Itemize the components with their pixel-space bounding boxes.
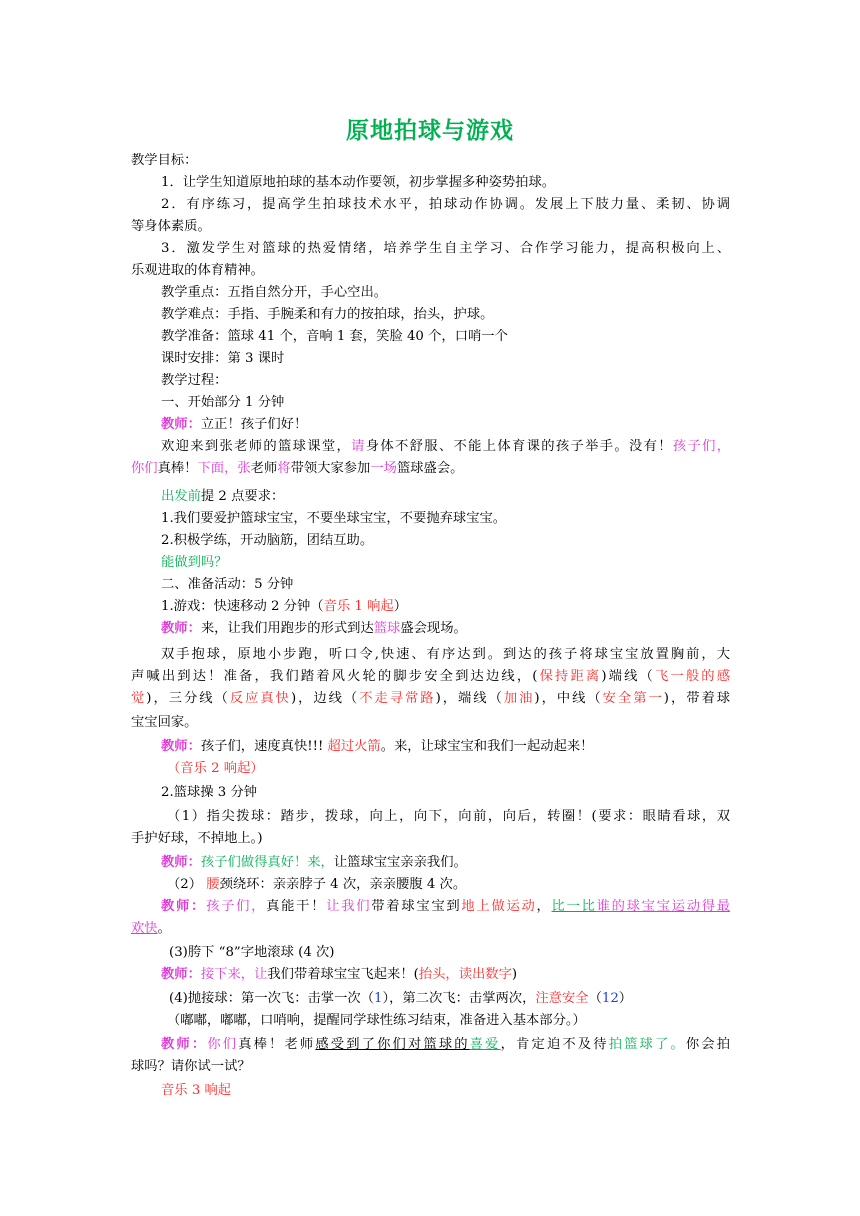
teacher-line-5-cont: 欢快。: [131, 921, 171, 936]
objective-3-cont: 乐观进取的体育精神。: [131, 263, 264, 278]
run-instruction-3: 觉)，三分线（反应真快)，边线（不走寻常路)，端线（加油)，中线（安全第一)，带着球: [131, 691, 731, 706]
welcome-line-cont: 你们真棒！下面，张老师将带领大家参加一场篮球盛会。: [131, 461, 464, 476]
teacher-line-1: 教师：立正！孩子们好！: [161, 417, 308, 432]
game-line: 1.游戏：快速移动 2 分钟（音乐 1 响起）: [161, 599, 407, 614]
teacher-line-2: 教师：来，让我们用跑步的形式到达篮球盛会现场。: [161, 621, 467, 636]
basketball-exercise-heading: 2.篮球操 3 分钟: [161, 785, 258, 800]
process-heading: 教学过程：: [161, 373, 228, 388]
objective-1: 1．让学生知道原地拍球的基本动作要领，初步掌握多种姿势拍球。: [161, 175, 556, 190]
teacher-line-7: 教师：你们真棒！老师感受到了你们对篮球的喜爱，肯定迫不及待拍篮球了。你会拍: [161, 1037, 731, 1052]
exercise-1: （1）指尖拨球：踏步，拨球，向上，向下，向前，向后，转圈！(要求：眼睛看球，双: [167, 809, 730, 824]
exercise-1-cont: 手护好球，不掉地上。): [131, 831, 263, 846]
teacher-line-3: 教师：孩子们，速度真快!!! 超过火箭。来，让球宝宝和我们一起动起来！: [161, 739, 594, 754]
run-instruction-4: 宝宝回家。: [131, 715, 198, 730]
can-do-question: 能做到吗？: [161, 555, 228, 570]
section-1-heading: 一、开始部分 1 分钟: [161, 395, 285, 410]
requirement-1: 1.我们要爱护篮球宝宝，不要坐球宝宝，不要抛弃球宝宝。: [161, 511, 507, 526]
section-2-heading: 二、准备活动：5 分钟: [161, 577, 294, 592]
run-instruction-2: 声喊出到达！准备，我们踏着风火轮的脚步安全到达边线，(保持距离)端线（飞一般的感: [131, 669, 730, 684]
key-point: 教学重点：五指自然分开，手心空出。: [161, 285, 388, 300]
music-3-cue: 音乐 3 响起: [161, 1083, 232, 1098]
objective-2-cont: 等身体素质。: [131, 219, 211, 234]
teacher-line-7-cont: 球吗？请你试一试？: [131, 1059, 251, 1074]
page-title: 原地拍球与游戏: [346, 118, 514, 144]
requirements-intro: 出发前提 2 点要求：: [161, 489, 285, 504]
objectives-heading: 教学目标：: [131, 153, 198, 168]
objective-2: 2．有序练习，提高学生拍球技术水平，拍球动作协调。发展上下肢力量、柔韧、协调: [161, 197, 730, 212]
teacher-line-6: 教师：接下来，让我们带着球宝宝飞起来！(抬头，读出数字): [161, 967, 518, 982]
run-instruction: 双手抱球，原地小步跑，听口令,快速、有序达到。到达的孩子将球宝宝放置胸前，大: [161, 647, 730, 662]
teacher-label: 教师：: [161, 417, 201, 432]
preparation: 教学准备：篮球 41 个，音响 1 套，笑脸 40 个，口哨一个: [161, 329, 508, 344]
objective-3: 3．激发学生对篮球的热爱情绪，培养学生自主学习、合作学习能力，提高积极向上、: [161, 241, 730, 256]
difficulty: 教学难点：手指、手腕柔和有力的按拍球，抬头，护球。: [161, 307, 494, 322]
exercise-2: （2） 腰颈绕环：亲亲脖子 4 次，亲亲腰腹 4 次。: [167, 877, 467, 892]
exercise-3: (3)胯下 “8”字地滚球 (4 次): [169, 945, 335, 960]
schedule: 课时安排：第 3 课时: [161, 351, 285, 366]
music-2-cue: （音乐 2 响起）: [167, 761, 264, 776]
whistle-note: （嘟嘟，嘟嘟，口哨响，提醒同学球性练习结束，准备进入基本部分。）: [167, 1013, 586, 1028]
teacher-line-5: 教师：孩子们，真能干！让我们带着球宝宝到地上做运动，比一比谁的球宝宝运动得最: [161, 899, 731, 914]
exercise-4: (4)抛接球：第一次飞：击掌一次（1），第二次飞：击掌两次，注意安全（12）: [169, 991, 633, 1006]
requirement-2: 2.积极学练，开动脑筋，团结互助。: [161, 533, 374, 548]
teacher-line-4: 教师：孩子们做得真好！来，让篮球宝宝亲亲我们。: [161, 855, 467, 870]
welcome-line: 欢迎来到张老师的篮球课堂，请身体不舒服、不能上体育课的孩子举手。没有！孩子们，: [161, 439, 731, 454]
